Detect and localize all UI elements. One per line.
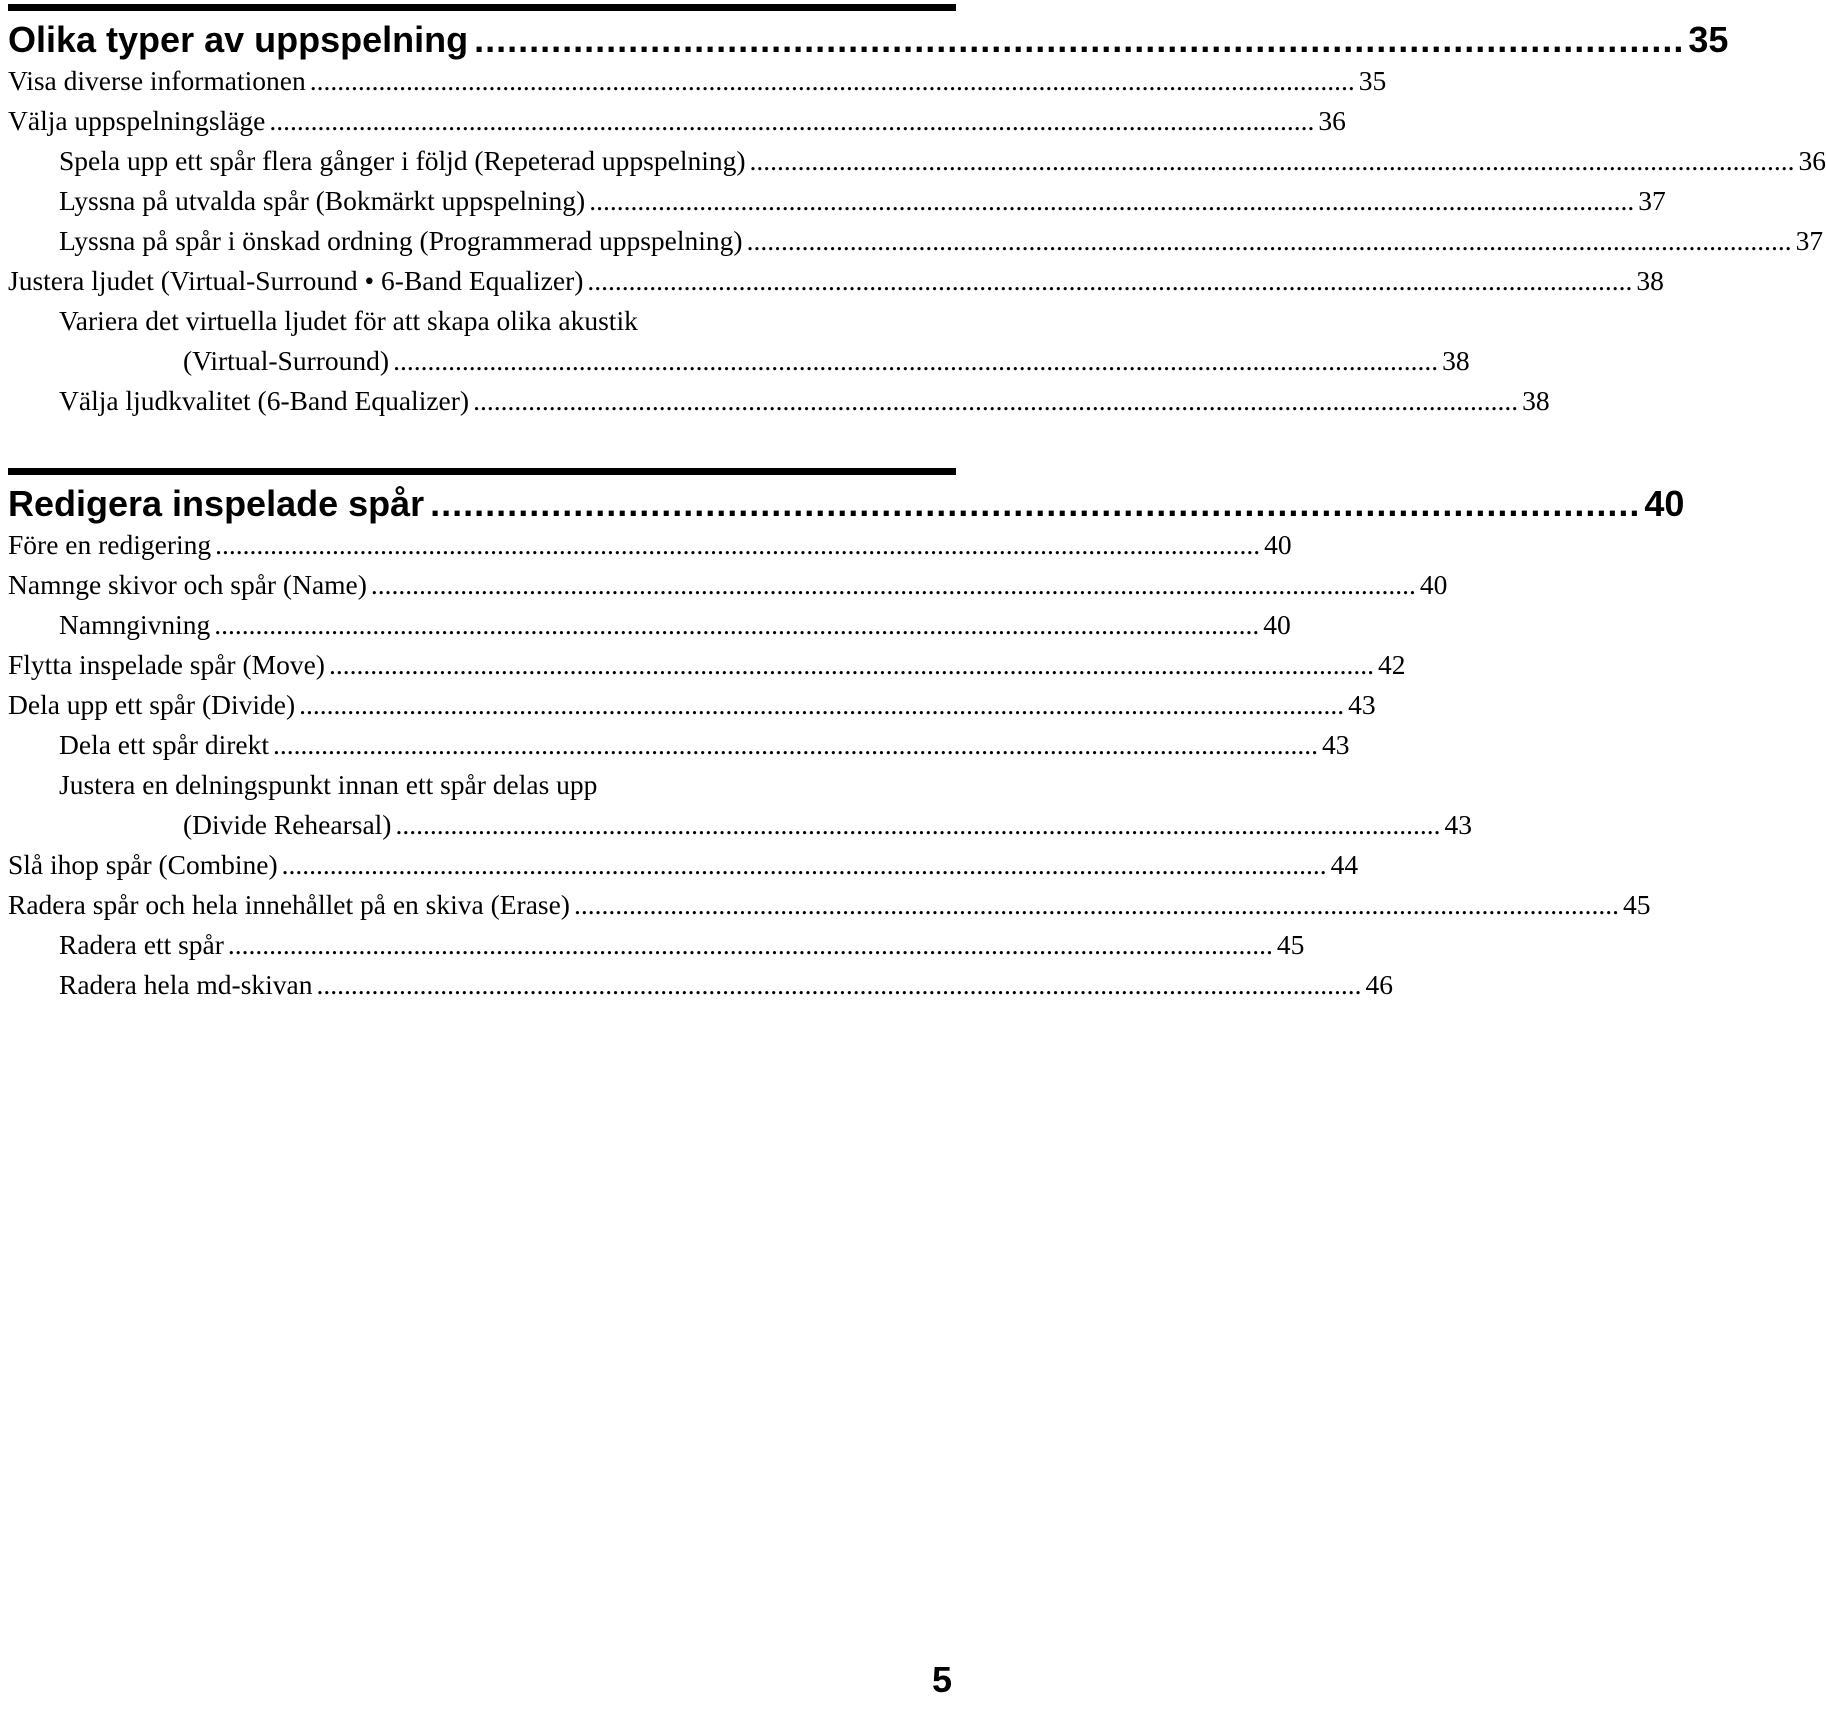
dot-leader: .............................................................................................................. [430,483,1641,524]
dot-leader: ........................................................................................................................................................ [328,649,1374,680]
dot-leader: ........................................................................................................................................................ [587,265,1633,296]
entry-page: 40 [1419,569,1448,600]
toc-section-editing [8,468,1685,1005]
entry-page: 38 [1636,265,1664,296]
entry-title-line: Justera en delningspunkt innan ett spår delas upp [59,769,598,800]
dot-leader: ........................................................................................................................................................ [393,345,1439,376]
toc-entry[interactable] [8,685,1376,725]
entry-title: Visa diverse informationen [8,65,306,96]
toc-entry[interactable] [8,565,1448,605]
entry-title: Flytta inspelade spår (Move) [8,649,325,680]
entry-page: 46 [1365,969,1394,1000]
dot-leader: ........................................................................................................................................................ [746,225,1792,256]
entry-title: Namnge skivor och spår (Name) [8,569,367,600]
section-title: Olika typer av uppspelning [8,19,469,60]
toc-entry[interactable] [8,805,1472,845]
dot-leader: ........................................................................................................................................................ [214,609,1260,640]
toc-entry[interactable] [8,261,1664,301]
entry-page: 35 [1358,65,1387,96]
entry-page: 36 [1318,105,1346,136]
toc-entry[interactable] [8,965,1394,1005]
entry-title: Radera ett spår [59,929,224,960]
entry-title: Namngivning [59,609,211,640]
dot-leader: ........................................................................................................................................................ [316,969,1362,1000]
dot-leader: ........................................................................................................................................................ [281,849,1327,880]
entry-title: Justera ljudet (Virtual-Surround • 6-Band Equalizer) [8,265,584,296]
entry-title: Lyssna på utvalda spår (Bokmärkt uppspelning) [59,185,586,216]
section-page: 40 [1644,483,1685,524]
section-title: Redigera inspelade spår [8,483,425,524]
toc-entry[interactable] [8,101,1346,141]
entry-page: 43 [1348,689,1376,720]
entry-page: 42 [1377,649,1406,680]
entry-title: Välja uppspelningsläge [8,105,266,136]
table-of-contents [8,0,1826,1000]
entry-page: 37 [1795,225,1824,256]
entry-title: (Divide Rehearsal) [183,809,392,840]
entry-page: 36 [1798,145,1826,176]
entry-title: Radera hela md-skivan [59,969,313,1000]
entry-title: Slå ihop spår (Combine) [8,849,278,880]
dot-leader: ........................................................................................................................................................ [269,105,1315,136]
entry-page: 40 [1264,529,1292,560]
toc-entry[interactable] [8,845,1359,885]
toc-entry[interactable] [8,725,1350,765]
entry-page: 45 [1622,889,1651,920]
dot-leader: ........................................................................................................................................................ [215,529,1261,560]
dot-leader: ........................................................................................................................................................ [309,65,1355,96]
toc-entry[interactable] [8,221,1824,261]
dot-leader: ........................................................................................................................................................ [370,569,1416,600]
entry-title: Före en redigering [8,529,212,560]
toc-entry[interactable] [8,341,1470,381]
dot-leader: ........................................................................................................................................................ [749,145,1795,176]
entry-title: Spela upp ett spår flera gånger i följd (Repeterad uppspelning) [59,145,746,176]
entry-page: 44 [1330,849,1359,880]
entry-page: 37 [1638,185,1666,216]
page-number: 5 [931,1659,952,1700]
entry-title: Dela upp ett spår (Divide) [8,689,296,720]
entry-page: 43 [1444,809,1472,840]
entry-title: Radera spår och hela innehållet på en skiva (Erase) [8,889,570,920]
entry-title: Dela ett spår direkt [59,729,269,760]
entry-page: 45 [1276,929,1305,960]
toc-entry[interactable] [8,61,1387,101]
dot-leader: ........................................................................................................................................................ [573,889,1619,920]
toc-entry[interactable] [8,925,1305,965]
dot-leader: .............................................................................................................. [474,19,1685,60]
entry-title-line: Variera det virtuella ljudet för att skapa olika akustik [59,305,638,336]
toc-entry[interactable] [8,141,1826,181]
toc-entry[interactable] [8,605,1291,645]
entry-page: 43 [1321,729,1350,760]
entry-page: 38 [1522,385,1550,416]
dot-leader: ........................................................................................................................................................ [272,729,1318,760]
dot-leader: ........................................................................................................................................................ [299,689,1345,720]
dot-leader: ........................................................................................................................................................ [473,385,1519,416]
entry-page: 40 [1263,609,1291,640]
toc-section-playback [8,4,1826,421]
entry-title: Lyssna på spår i önskad ordning (Programmerad uppspelning) [59,225,743,256]
section-page: 35 [1688,19,1729,60]
entry-title: Välja ljudkvalitet (6-Band Equalizer) [59,385,470,416]
dot-leader: ........................................................................................................................................................ [395,809,1441,840]
toc-entry[interactable] [8,181,1666,221]
section-heading[interactable] [8,468,1685,525]
section-heading[interactable] [8,4,1729,61]
toc-entry[interactable] [8,645,1406,685]
toc-entry[interactable] [8,381,1550,421]
entry-title: (Virtual-Surround) [183,345,390,376]
dot-leader: ........................................................................................................................................................ [589,185,1635,216]
toc-entry[interactable] [8,885,1651,925]
entry-page: 38 [1442,345,1470,376]
dot-leader: ........................................................................................................................................................ [227,929,1273,960]
toc-entry[interactable] [8,525,1292,565]
